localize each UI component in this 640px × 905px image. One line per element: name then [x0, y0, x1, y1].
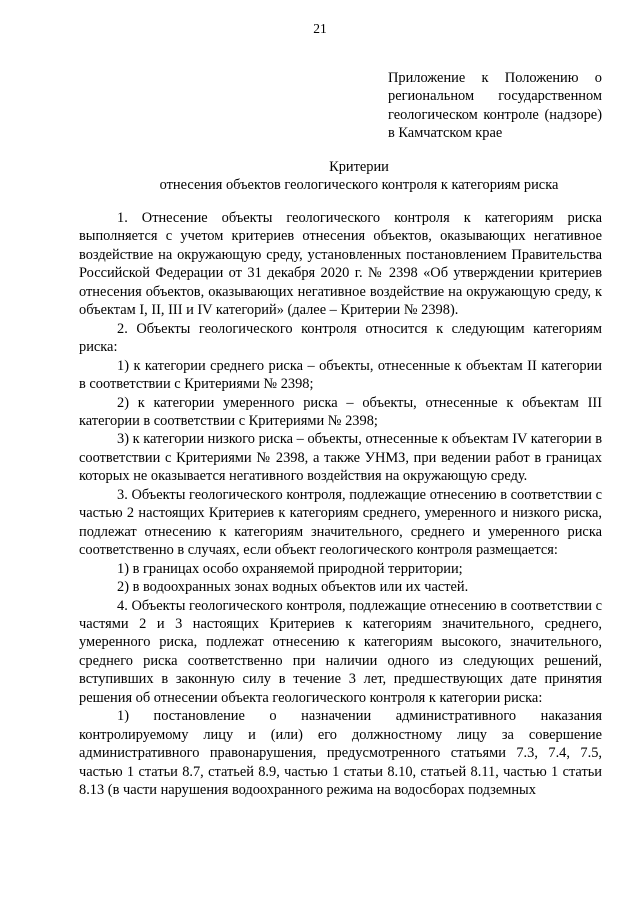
- document-title: [66, 158, 640, 195]
- title-line-2: отнесения объектов геологического контроля к категориям риска: [159, 177, 559, 194]
- paragraph-3-item-1: 1) в границах особо охраняемой природной территории;: [117, 560, 463, 577]
- paragraph-4: 4. Объекты геологического контроля, подлежащие отнесению в соответствии с частями 2 и 3 настоящих Критериев к категориям значительного, среднего, умеренного риска, подлежат отнесению к категориям высокого, значительного, среднего риска соответственно при наличии одного из следующих решений, вступивших в законную силу в течение 3 лет, предшествующих дате принятия решения об отнесении объекта геологического контроля к категории риска:: [79, 597, 602, 706]
- paragraph-4-item-1: 1) постановление о назначении административного наказания контролируемому лицу и (или) его должностному лицу за совершение административного правонарушения, предусмотренного статьями 7.3, 7.4, 7.5, частью 1 статьи 8.7, статьей 8.9, частью 1 статьи 8.10, статьей 8.11, частью 1 статьи 8.13 (в части нарушения водоохранного режима на водосборах подземных: [79, 708, 602, 799]
- paragraph-3-item-2: 2) в водоохранных зонах водных объектов или их частей.: [117, 579, 469, 596]
- page-number: 21: [313, 21, 327, 36]
- paragraph-2-item-2: 2) к категории умеренного риска – объекты, отнесенные к объектам III категории в соответствии с Критериями № 2398;: [79, 394, 602, 429]
- paragraph-2-item-3: 3) к категории низкого риска – объекты, отнесенные к объектам IV категории в соответствии с Критериями № 2398, а также УНМЗ, при ведении работ в границах которых не оказывается негативного воздействия на окружающую среду.: [79, 431, 602, 485]
- title-line-1: Критерии: [329, 159, 389, 175]
- paragraph-2-item-1: 1) к категории среднего риска – объекты, отнесенные к объектам II категории в соответствии с Критериями № 2398;: [79, 357, 602, 393]
- paragraph-1: 1. Отнесение объекты геологического контроля к категориям риска выполняется с учетом критериев отнесения объектов, оказывающих негативное воздействие на окружающую среду, установленных постановлением Правительства Российской Федерации от 31 декабря 2020 г. № 2398 «Об утверждении критериев отнесения объектов, оказывающих негативное воздействие на окружающую среду, к объектам I, II, III и IV категорий» (далее – Критерии № 2398).: [79, 210, 602, 319]
- paragraph-2: 2. Объекты геологического контроля относится к следующим категориям риска:: [79, 320, 602, 356]
- document-body: [79, 209, 602, 800]
- appendix-heading: Приложение к Положению о региональном государственном геологическом контроле (надзоре) в Камчатском крае: [388, 70, 602, 142]
- paragraph-3: 3. Объекты геологического контроля, подлежащие отнесению в соответствии с частью 2 настоящих Критериев к категориям среднего, умеренного и низкого риска, подлежат отнесению к категориям значительного, среднего и умеренного риска соответственно в случаях, если объект геологического контроля размещается:: [79, 486, 602, 559]
